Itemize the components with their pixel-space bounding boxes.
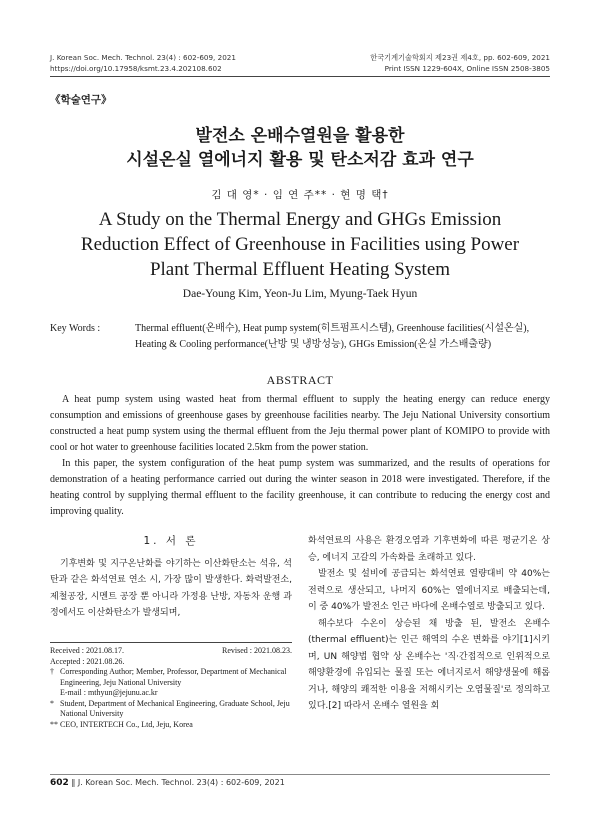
korean-authors: 김 대 영* · 임 연 주** · 현 명 택† <box>211 189 389 201</box>
footnotes <box>50 642 292 730</box>
article-category: 《학술연구》 <box>50 94 112 106</box>
english-authors: Dae-Young Kim, Yeon-Ju Lim, Myung-Taek Hyun <box>182 288 418 300</box>
journal-citation-right: 한국기계기술학회지 제23권 제4호, pp. 602-609, 2021 <box>370 53 550 62</box>
footnote-item <box>50 720 292 731</box>
author-email[interactable]: E-mail : mthyun@jejunu.ac.kr <box>60 688 158 697</box>
footnote-symbol: † <box>50 667 54 676</box>
english-title-line: Reduction Effect of Greenhouse in Facilities using Power <box>80 234 520 255</box>
english-title <box>0 207 600 282</box>
page-footer <box>50 778 285 788</box>
footnote-text: Corresponding Author; Member, Professor, Department of Mechanical Engineering, Jeju National University <box>60 667 287 687</box>
footer-rule <box>50 774 550 775</box>
keywords <box>50 321 550 353</box>
korean-title-line: 시설온실 열에너지 활용 및 탄소저감 효과 연구 <box>126 150 474 170</box>
issn-info: Print ISSN 1229-604X, Online ISSN 2508-3805 <box>384 64 550 73</box>
footer-journal: J. Korean Soc. Mech. Technol. 23(4) : 602-609, 2021 <box>77 778 285 787</box>
doi-link[interactable]: https://doi.org/10.17958/ksmt.23.4.202108.602 <box>50 64 222 73</box>
footnote-text: CEO, INTERTECH Co., Ltd, Jeju, Korea <box>60 719 193 729</box>
abstract-heading: ABSTRACT <box>266 373 334 387</box>
korean-title-line: 발전소 온배수열원을 활용한 <box>195 126 405 146</box>
footnote-symbol: ** <box>50 719 58 729</box>
body-paragraph: 발전소 및 설비에 공급되는 화석연료 열량대비 약 40%는 전력으로 생산되고, 나머지 60%는 열에너지로 배출되는데, 이 중 40%가 발전소 인근 바다에 온배수열로 방출되고 있다. <box>308 569 550 612</box>
footnote-item <box>50 667 292 688</box>
keywords-text: Thermal effluent(온배수), Heat pump system(히트펌프시스템), Greenhouse facilities(시설온실), Heating & Cooling performance(난방 및 냉방성능), GHGs Emission(온실 가스배출량) <box>135 323 530 350</box>
korean-title <box>0 124 600 172</box>
body-paragraph: 해수보다 수온이 상승된 채 방출 된, 발전소 온배수(thermal effluent)는 인근 해역의 수온 변화를 야기[1]시키며, UN 해양법 협약 상 온배수는 '직·간접적으로 인위적으로 해양환경에 유입되는 물질 또는 에너지로서 해양생물에 해롭거나, 해양의 쾌적한 이용을 저해시키는 오염물질'로 정의하고 있다.[2] 따라서 온배수 열원을 회 <box>308 618 550 711</box>
running-header <box>50 52 550 74</box>
left-column <box>50 533 292 622</box>
footnote-symbol: * <box>50 698 54 708</box>
footnote-rule <box>50 642 292 643</box>
english-title-line: Plant Thermal Effluent Heating System <box>149 259 451 280</box>
body-paragraph: 화석연료의 사용은 환경오염과 기후변화에 따른 평균기온 상승, 에너지 고갈의 가속화를 초래하고 있다. <box>308 536 550 563</box>
english-title-line: A Study on the Thermal Energy and GHGs Emission <box>98 209 502 230</box>
abstract-paragraph: In this paper, the system configuration of the heat pump system was summarized, and the results of operations for demonstration of a heating performance carried out during the winter season in 2018 were investigated. Therefore, if the heating control by supplying thermal effluent to the facility greenhouse, it can contribute to reducing the energy cost and improving quality. <box>50 458 550 517</box>
keywords-label: Key Words : <box>50 323 101 334</box>
footnote-item <box>50 699 292 720</box>
journal-citation-left: J. Korean Soc. Mech. Technol. 23(4) : 602-609, 2021 <box>50 53 236 62</box>
received-revised-row <box>50 646 292 657</box>
abstract-paragraph: A heat pump system using wasted heat from thermal effluent to supply the heating energy can reduce energy consumption and emissions of greenhouse gases by greenhouse facilities nearby. The Jeju National University consortium constructed a heat pump system using the thermal effluent from the Jeju thermal power plant of KOMIPO to provide with cool or hot water to greenhouse facilities located 2.5km from the power station. <box>50 394 550 453</box>
header-rule <box>50 76 550 77</box>
accepted-date: Accepted : 2021.08.26. <box>50 656 125 666</box>
received-date: Received : 2021.08.17. <box>50 646 124 655</box>
footer-separator: ‖ <box>71 778 76 787</box>
footnote-text: Student, Department of Mechanical Engineering, Graduate School, Jeju National University <box>60 698 290 718</box>
right-column <box>308 533 550 715</box>
footnote-symbol <box>50 688 60 699</box>
abstract-body <box>50 392 550 520</box>
revised-date: Revised : 2021.08.23. <box>222 646 292 655</box>
section-heading: 1. 서 론 <box>143 535 199 547</box>
page-number: 602 <box>50 778 69 788</box>
footnote-item <box>50 688 292 699</box>
body-paragraph: 기후변화 및 지구온난화를 야기하는 이산화탄소는 석유, 석탄과 같은 화석연료 연소 시, 가장 많이 발생한다. 화력발전소, 제철공장, 시멘트 공장 뿐 아니라 가정용 난방, 자동차 운행 과정에서도 이산화탄소가 발생되며, <box>50 558 292 618</box>
